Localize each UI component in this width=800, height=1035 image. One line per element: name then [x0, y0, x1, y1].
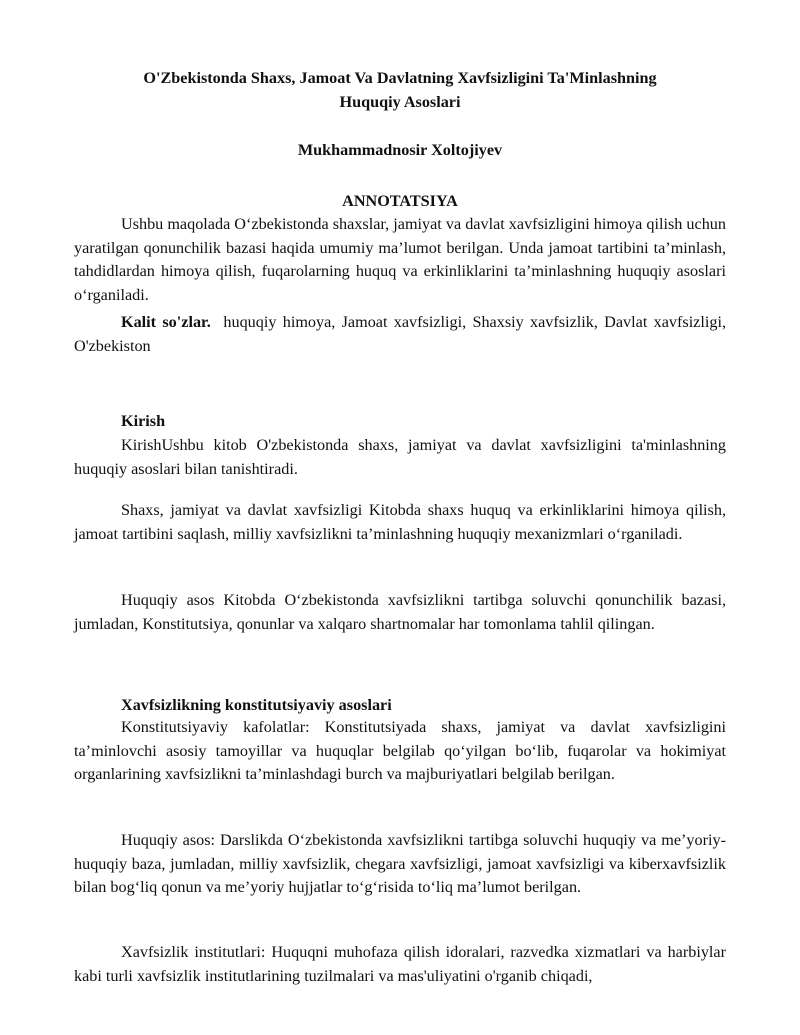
keywords-list: huquqiy himoya, Jamoat xavfsizligi, Shaxsiy xavfsizlik, Davlat xavfsizligi, O'zbekiston — [74, 313, 727, 355]
keywords-paragraph — [74, 311, 726, 358]
keywords-label: Kalit so'zlar. — [121, 313, 211, 331]
paper-title-line-2: Huquqiy Asoslari — [339, 93, 461, 111]
intro-paragraph-2: Shaxs, jamiyat va davlat xavfsizligi Kitobda shaxs huquq va erkinliklarini himoya qilish, jamoat tartibini saqlash, milliy xavfsizlikni ta’minlashning huquqiy mexanizmlari o‘rganiladi. — [74, 501, 726, 543]
intro-paragraph-3: Huquqiy asos Kitobda O‘zbekistonda xavfsizlikni tartibga soluvchi qonunchilik bazasi, jumladan, Konstitutsiya, qonunlar va xalqaro shartnomalar har tomonlama tahlil qilingan. — [74, 591, 726, 633]
constitutional-paragraph-1: Konstitutsiyaviy kafolatlar: Konstitutsiyada shaxs, jamiyat va davlat xavfsizligini ta’minlovchi asosiy tamoyillar va huquqlar belgilab qo‘yilgan bo‘lib, fuqarolar va hokimiyat organlarining xavfsizlikni ta’minlashdagi burch va majburiyatlari belgilab berilgan. — [74, 718, 726, 783]
annotation-heading: ANNOTATSIYA — [342, 192, 458, 210]
constitutional-paragraph-2: Huquqiy asos: Darslikda O‘zbekistonda xavfsizlikni tartibga soluvchi huquqiy va me’yoriy-huquqiy baza, jumladan, milliy xavfsizlik, chegara xavfsizligi, jamoat xavfsizligi va kiberxavfsizlik bilan bog‘liq qonun va me’yoriy hujjatlar to‘g‘risida to‘liq ma’lumot berilgan. — [74, 831, 726, 896]
intro-heading: Kirish — [121, 412, 166, 430]
intro-paragraph-1: KirishUshbu kitob O'zbekistonda shaxs, jamiyat va davlat xavfsizligini ta'minlashning huquqiy asoslari bilan tanishtiradi. — [74, 436, 726, 478]
constitutional-paragraph-3: Xavfsizlik institutlari: Huquqni muhofaza qilish idoralari, razvedka xizmatlari va harbiylar kabi turli xavfsizlik institutlarining tuzilmalari va mas'uliyatini o'rganib chiqadi, — [74, 943, 726, 985]
constitutional-heading: Xavfsizlikning konstitutsiyaviy asoslari — [121, 696, 392, 714]
paper-title-line-1: O'Zbekistonda Shaxs, Jamoat Va Davlatning Xavfsizligini Ta'Minlashning — [143, 69, 657, 87]
author-name: Mukhammadnosir Xoltojiyev — [297, 141, 503, 159]
annotation-text: Ushbu maqolada O‘zbekistonda shaxslar, jamiyat va davlat xavfsizligini himoya qilish uchun yaratilgan qonunchilik bazasi haqida umumiy ma’lumot berilgan. Unda jamoat tartibini ta’minlash, tahdidlardan himoya qilish, fuqarolarning huquq va erkinliklarini ta’minlashning huquqiy asoslari o‘rganiladi. — [74, 215, 726, 304]
paper-title — [74, 66, 726, 114]
